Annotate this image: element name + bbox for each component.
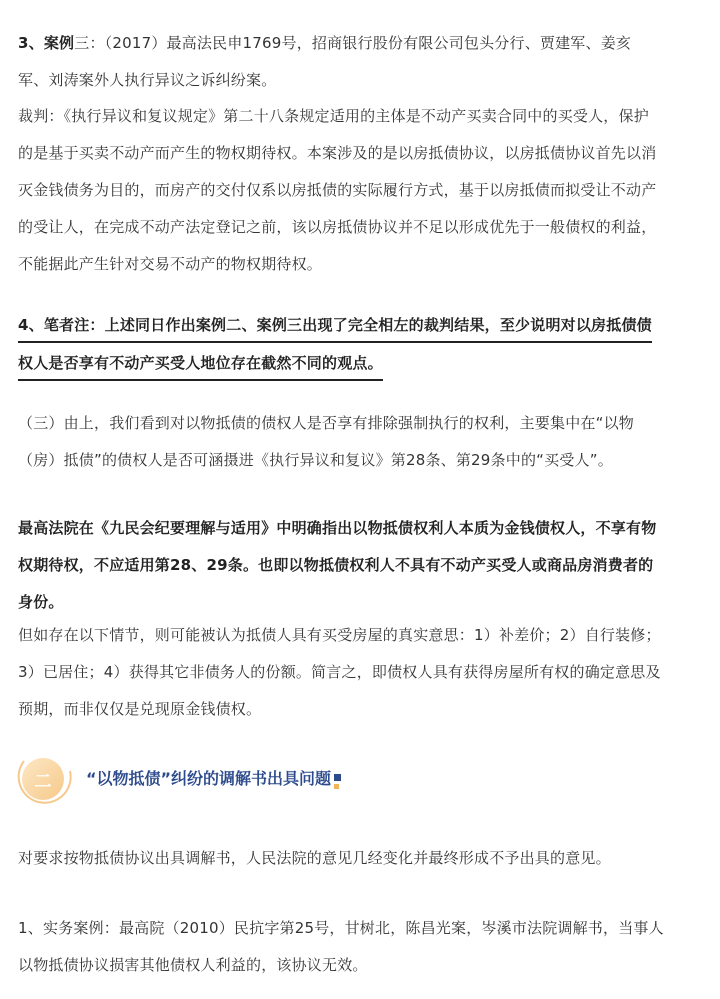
conditions-paragraph: [18, 617, 702, 728]
court-line: 身份。: [18, 593, 64, 611]
court-line: 权期待权，不应适用第28、29条。也即以物抵债权利人不具有不动产买受人或商品房消费者的: [18, 556, 654, 574]
note4-line-2: [18, 344, 702, 382]
judgment-paragraph: [18, 98, 702, 283]
case3-paragraph: [18, 25, 702, 99]
conditions-line: 3）已居住；4）获得其它非债务人的份额。简言之，即债权人具有获得房屋所有权的确定意思及: [18, 663, 661, 681]
judgment-line: 的受让人，在完成不动产法定登记之前，该以房抵债协议并不足以形成优先于一般债权的利益，: [18, 218, 657, 236]
judgment-line: 的是基于买卖不动产而产生的物权期待权。本案涉及的是以房抵债协议，以房抵债协议首先以消: [18, 144, 657, 162]
section-number: 二: [34, 771, 52, 792]
section-title: “以物抵债”纠纷的调解书出具问题: [86, 769, 332, 788]
practice-line: 以物抵债协议损害其他债权人利益的，该协议无效。: [18, 956, 368, 974]
practice-paragraph: [18, 910, 702, 984]
practice-line: 1、实务案例：最高院（2010）民抗字第25号，甘树北，陈昌光案，岑溪市法院调解书，当事人: [18, 919, 664, 937]
decorative-square-icon: [334, 784, 339, 789]
note4-line-1: [18, 306, 702, 344]
mediation-paragraph: [18, 840, 702, 877]
case3-label: 3、案例: [18, 34, 75, 52]
note4-underlined-text: 权人是否享有不动产买受人地位存在截然不同的观点。: [18, 350, 383, 381]
court-paragraph: [18, 510, 702, 621]
section-heading: [14, 749, 434, 809]
judgment-line: 灭金钱债务为目的，而房产的交付仅系以房抵债的实际履行方式，基于以房抵债而拟受让不动产: [18, 181, 657, 199]
decorative-square-icon: [334, 774, 341, 781]
case3-line-1: [18, 25, 702, 62]
note4-underlined-text: 4、笔者注：上述同日作出案例二、案例三出现了完全相左的裁判结果，至少说明对以房抵债债: [18, 312, 652, 343]
court-line: 最高法院在《九民会纪要理解与适用》中明确指出以物抵债权利人本质为金钱债权人，不享有物: [18, 519, 657, 537]
para3-line: （房）抵债”的债权人是否可涵摄进《执行异议和复议》第28条、第29条中的“买受人”。: [18, 451, 613, 469]
conditions-line: 但如存在以下情节，则可能被认为抵债人具有买受房屋的真实意思：1）补差价；2）自行装修；: [18, 626, 661, 644]
case3-text: 三：（2017）最高法民申1769号，招商银行股份有限公司包头分行、贾建军、姜亥: [74, 34, 632, 52]
section-number-badge: [22, 758, 64, 800]
mediation-line: 对要求按物抵债协议出具调解书，人民法院的意见几经变化并最终形成不予出具的意见。: [18, 849, 611, 867]
judgment-line: 不能据此产生针对交易不动产的物权期待权。: [18, 255, 323, 273]
judgment-line: 裁判：《执行异议和复议规定》第二十八条规定适用的主体是不动产买卖合同中的买受人，保护: [18, 107, 649, 125]
conditions-line: 预期，而非仅仅是兑现原金钱债权。: [18, 700, 262, 718]
para3-line: （三）由上，我们看到对以物抵债的债权人是否享有排除强制执行的权利，主要集中在“以物: [18, 414, 634, 432]
note4-paragraph: [18, 306, 702, 382]
para3-paragraph: [18, 405, 702, 479]
case3-line-2: 军、刘涛案外人执行异议之诉纠纷案。: [18, 71, 277, 89]
